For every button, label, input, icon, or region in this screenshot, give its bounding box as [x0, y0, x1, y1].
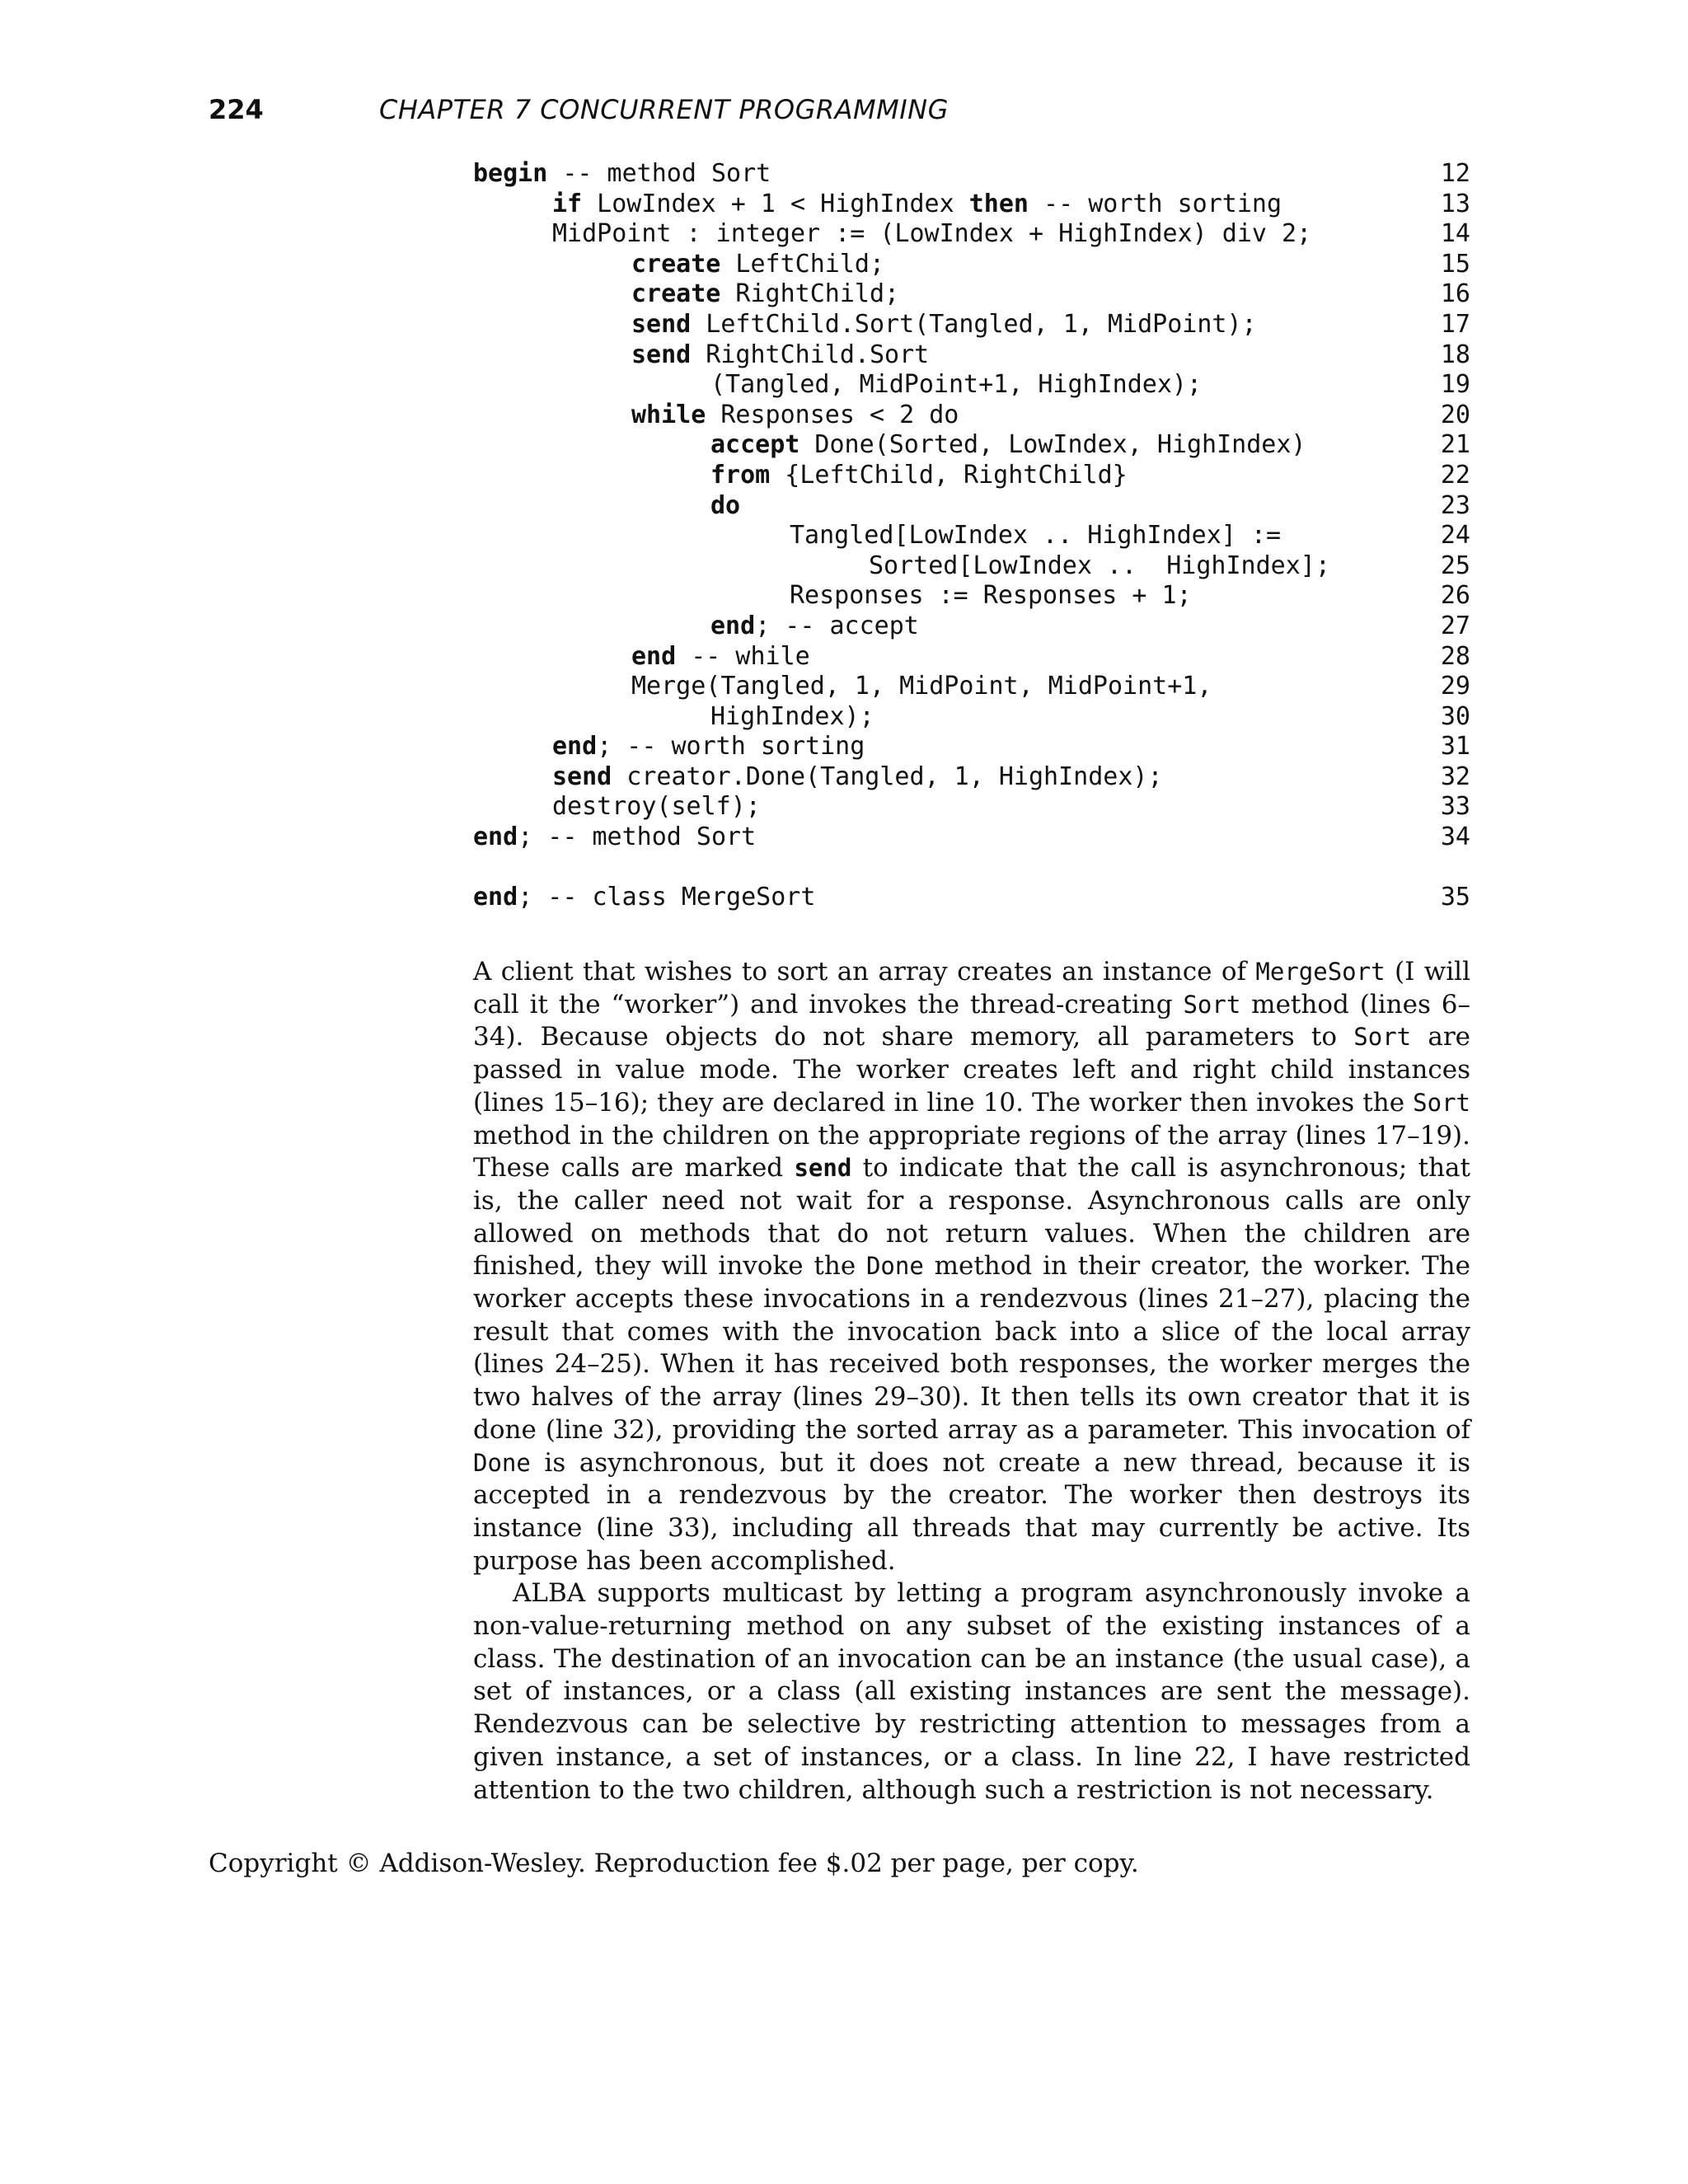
code-keyword: send [631, 309, 692, 339]
code-fragment: (Tangled, MidPoint+1, HighIndex); [710, 370, 1203, 400]
inline-code: send [794, 1154, 852, 1183]
code-fragment: MidPoint : integer := (LowIndex + HighIndex) div 2; [552, 219, 1312, 249]
code-text [631, 250, 884, 280]
code-text [790, 581, 1192, 612]
line-number: 20 [1440, 400, 1470, 429]
code-text [631, 279, 899, 310]
line-number: 19 [1440, 370, 1470, 400]
code-text [552, 219, 1311, 250]
code-fragment: Tangled[LowIndex .. HighIndex] := [790, 521, 1282, 551]
text-run: (I will call it the “worker”) and invokes the thread-creating [473, 957, 1470, 1019]
text-run: to indicate that the call is asynchronous; that is, the caller need not wait for a response. Asynchronous calls are only allowed on methods that do not return values. When the children are finished, they will invoke the [473, 1153, 1470, 1282]
inline-code: Sort [1353, 1023, 1412, 1052]
code-keyword: from [710, 460, 771, 490]
code-line [473, 521, 1470, 551]
running-head: CHAPTER 7 CONCURRENT PROGRAMMING [379, 94, 949, 125]
code-text [473, 159, 771, 190]
code-fragment: ; -- class MergeSort [518, 883, 816, 912]
code-fragment: Merge(Tangled, 1, MidPoint, MidPoint+1, [631, 672, 1212, 701]
code-line [473, 430, 1470, 461]
line-number: 18 [1440, 340, 1470, 369]
line-number: 31 [1440, 732, 1470, 762]
code-fragment: Done(Sorted, LowIndex, HighIndex) [799, 430, 1306, 460]
inline-code: Done [473, 1448, 531, 1477]
code-line [473, 190, 1470, 220]
code-fragment: Sorted[LowIndex .. HighIndex]; [869, 551, 1330, 580]
paragraph [473, 1577, 1470, 1807]
code-fragment: -- worth sorting [1028, 189, 1282, 218]
code-text [631, 672, 1212, 702]
code-line [473, 732, 1470, 762]
text-run: method (lines 6–34). Because objects do not share memory, all parameters to [473, 989, 1470, 1052]
line-number: 26 [1440, 581, 1470, 611]
code-line [473, 551, 1470, 582]
code-line [473, 612, 1470, 642]
code-text [552, 190, 1282, 220]
code-text [473, 883, 815, 913]
line-number: 32 [1440, 762, 1470, 791]
code-line [473, 823, 1470, 853]
code-line [473, 792, 1470, 823]
code-line [473, 702, 1470, 733]
text-run: are passed in value mode. The worker creates left and right child instances (lines 15–16); they are declared in line 10. The worker then invokes the [473, 1022, 1470, 1118]
paragraph [473, 956, 1470, 1577]
code-line [473, 310, 1470, 340]
code-fragment: {LeftChild, RightChild} [770, 460, 1128, 490]
code-text [552, 762, 1163, 793]
code-line [473, 159, 1470, 190]
line-number: 14 [1440, 219, 1470, 249]
code-fragment: Responses := Responses + 1; [790, 581, 1192, 611]
code-fragment: -- while [676, 641, 810, 671]
code-line [473, 340, 1470, 371]
line-number: 25 [1440, 551, 1470, 580]
code-text [710, 461, 1128, 491]
line-number: 29 [1440, 672, 1470, 701]
code-text [710, 702, 874, 733]
code-text [631, 340, 929, 371]
inline-code: Sort [1183, 990, 1241, 1019]
text-run: is asynchronous, but it does not create a new thread, because it is accepted in a rendezvous by the creator. The worker then destroys its instance (line 33), including all threads that may currently be active. Its purpose has been accomplished. [473, 1447, 1470, 1576]
code-keyword: send [552, 762, 612, 791]
code-text [710, 370, 1202, 401]
code-keyword: end [473, 883, 518, 912]
line-number: 35 [1440, 883, 1470, 912]
line-number: 17 [1440, 309, 1470, 339]
code-text [631, 310, 1257, 340]
code-keyword: accept [710, 430, 800, 460]
code-text [790, 521, 1281, 551]
code-line [473, 461, 1470, 491]
code-fragment: HighIndex); [710, 701, 874, 731]
code-line [473, 491, 1470, 522]
line-number: 27 [1440, 611, 1470, 640]
inline-code: Sort [1413, 1088, 1470, 1117]
text-run: ALBA supports multicast by letting a program asynchronously invoke a non-value-returning method on any subset of the existing instances of a class. The destination of an invocation can be an instance (the usual case), a set of instances, or a class (all existing instances are sent the message). Rendezvous can be selective by restricting attention to messages from a given instance, a set of instances, or a class. In line 22, I have restricted attention to the two children, although such a restriction is not necessary. [473, 1578, 1470, 1805]
code-keyword: do [710, 490, 741, 520]
code-keyword: create [631, 249, 721, 279]
code-line [473, 370, 1470, 401]
code-text [869, 551, 1330, 582]
code-fragment: creator.Done(Tangled, 1, HighIndex); [612, 762, 1163, 791]
code-keyword: then [968, 189, 1029, 218]
text-run: A client that wishes to sort an array creates an instance of [473, 957, 1256, 987]
code-keyword: create [631, 279, 721, 309]
line-number: 28 [1440, 641, 1470, 671]
code-line [473, 883, 1470, 913]
code-fragment: Responses < 2 do [706, 400, 959, 429]
code-text [631, 642, 810, 673]
inline-code: Done [865, 1252, 924, 1281]
line-number: 12 [1440, 159, 1470, 188]
code-fragment: RightChild; [720, 279, 900, 309]
code-fragment: LeftChild.Sort(Tangled, 1, MidPoint); [691, 309, 1257, 339]
code-fragment: ; -- worth sorting [597, 732, 865, 762]
code-keyword: if [552, 189, 583, 218]
code-fragment: RightChild.Sort [691, 340, 930, 369]
page-number: 224 [209, 94, 264, 125]
body-text [473, 956, 1470, 1807]
code-text [710, 430, 1306, 461]
code-line [473, 642, 1470, 673]
code-text [473, 823, 756, 853]
code-keyword: end [473, 823, 518, 852]
code-line [473, 762, 1470, 793]
code-fragment: LeftChild; [720, 249, 885, 279]
text-run: method in their creator, the worker. The worker accepts these invocations in a rendezvous (lines 21–27), placing the result that comes with the invocation back into a slice of the local array (lines 24–25). When it has received both responses, the worker merges the two halves of the array (lines 29–30). It then tells its own creator that it is done (line 32), providing the sorted array as a parameter. This invocation of [473, 1251, 1470, 1445]
code-fragment: ; -- method Sort [518, 823, 757, 852]
code-text [631, 401, 959, 431]
line-number: 21 [1440, 430, 1470, 460]
line-number: 15 [1440, 249, 1470, 279]
line-number: 24 [1440, 521, 1470, 551]
code-listing [473, 159, 1470, 913]
text-run: method in the children on the appropriate regions of the array (lines 17–19). These calls are marked [473, 1120, 1470, 1183]
copyright-notice: Copyright © Addison-Wesley. Reproduction fee $.02 per page, per copy. [209, 1849, 1139, 1878]
code-text [710, 491, 740, 522]
line-number: 23 [1440, 490, 1470, 520]
code-line [473, 279, 1470, 310]
code-keyword: send [631, 340, 692, 369]
line-number: 34 [1440, 823, 1470, 852]
code-fragment: LowIndex + 1 < HighIndex [582, 189, 969, 218]
code-line [473, 250, 1470, 280]
code-text [552, 732, 865, 762]
code-line [473, 672, 1470, 702]
code-fragment: destroy(self); [552, 792, 761, 822]
code-line [473, 219, 1470, 250]
code-text [552, 792, 761, 823]
line-number: 33 [1440, 792, 1470, 822]
code-fragment: -- method Sort [547, 159, 771, 188]
code-line [473, 581, 1470, 612]
line-number: 30 [1440, 701, 1470, 731]
code-keyword: end [710, 611, 756, 640]
code-keyword: while [631, 400, 706, 429]
line-number: 13 [1440, 189, 1470, 218]
line-number: 16 [1440, 279, 1470, 309]
code-line [473, 401, 1470, 431]
code-text [710, 612, 919, 642]
code-keyword: end [631, 641, 677, 671]
code-fragment: ; -- accept [755, 611, 919, 640]
line-number: 22 [1440, 460, 1470, 490]
inline-code: MergeSort [1255, 958, 1386, 986]
code-keyword: end [552, 732, 598, 762]
code-keyword: begin [473, 159, 548, 188]
